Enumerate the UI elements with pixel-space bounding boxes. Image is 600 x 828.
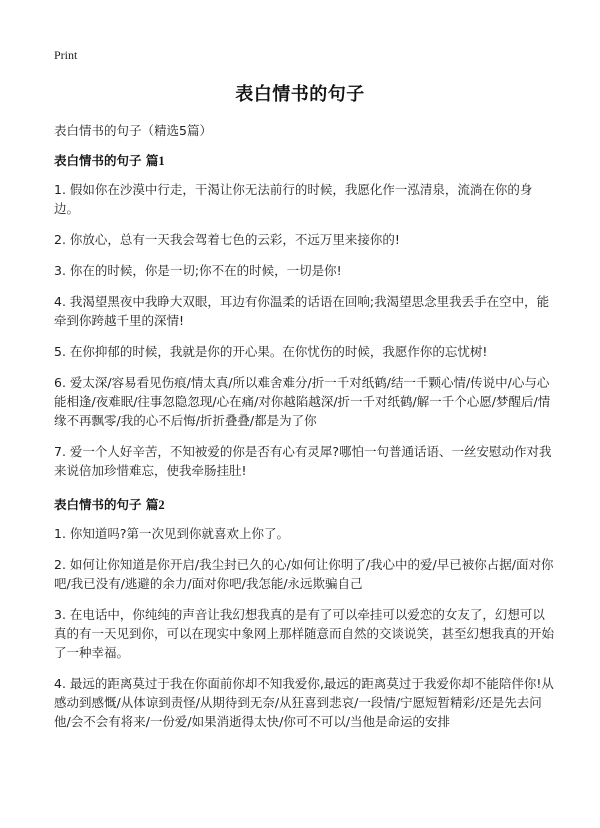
paragraph: 1. 你知道吗?第一次见到你就喜欢上你了。 (54, 526, 290, 541)
paragraph: 3. 在电话中，你纯纯的声音让我幻想我真的是有了可以牵挂可以爱恋的女友了，幻想可以真的有一天见到你，可以在现实中象网上那样随意而自然的交谈说笑，甚至幻想我真的开始了一种幸福。 (54, 607, 555, 660)
paragraph: 4. 我渴望黑夜中我睁大双眼，耳边有你温柔的话语在回响;我渴望思念里我丢手在空中，能牵到你跨越千里的深情! (54, 294, 550, 328)
paragraph: 7. 爱一个人好辛苦，不知被爱的你是否有心有灵犀?哪怕一句普通话语、一丝安慰动作对我来说倍加珍惜难忘，使我牵肠挂肚! (54, 444, 552, 478)
section-heading-text: 表白情书的句子 篇 (54, 153, 159, 168)
section-heading-2 (54, 496, 556, 514)
print-link[interactable]: Print (54, 48, 78, 62)
document-title: 表白情书的句子 (235, 84, 365, 105)
document-content (54, 152, 556, 743)
paragraph: 4. 最远的距离莫过于我在你面前你却不知我爱你,最远的距离莫过于我爱你却不能陪伴你!从感动到感慨/从体谅到责怪/从期待到无奈/从狂喜到悲哀/一段情/宁愿短暂精彩/还是先去问他/会不会有将来/一份爱/如果消逝得太快/你可不可以/当他是命运的安排 (54, 676, 554, 729)
section-heading-text: 表白情书的句子 篇 (54, 497, 159, 512)
paragraph: 2. 你放心，总有一天我会驾着七色的云彩，不远万里来接你的! (54, 232, 400, 247)
section-heading-number: 2 (158, 498, 165, 512)
document-subtitle: 表白情书的句子（精选5篇） (54, 123, 212, 138)
section-heading-number: 1 (158, 154, 165, 168)
paragraph: 3. 你在的时候，你是一切;你不在的时候，一切是你! (54, 263, 342, 278)
paragraph: 1. 假如你在沙漠中行走，干渴让你无法前行的时候，我愿化作一泓清泉，流淌在你的身边。 (54, 182, 533, 216)
paragraph: 5. 在你抑郁的时候，我就是你的开心果。在你忧伤的时候，我愿作你的忘忧树! (54, 344, 488, 359)
paragraph: 2. 如何让你知道是你开启/我尘封已久的心/如何让你明了/我心中的爱/早已被你占据/面对你吧/我已没有/逃避的余力/面对你吧/我怎能/永远欺骗自己 (54, 557, 554, 591)
section-heading-1 (54, 152, 556, 170)
paragraph: 6. 爱太深/容易看见伤痕/情太真/所以难舍难分/折一千对纸鹤/结一千颗心情/传说中/心与心能相逢/夜难眠/往事忽隐忽现/心在痛/对你越陷越深/折一千对纸鹤/解一千个心愿/梦醒后/情缘不再飘零/我的心不后悔/折折叠叠/都是为了你 (54, 375, 551, 428)
